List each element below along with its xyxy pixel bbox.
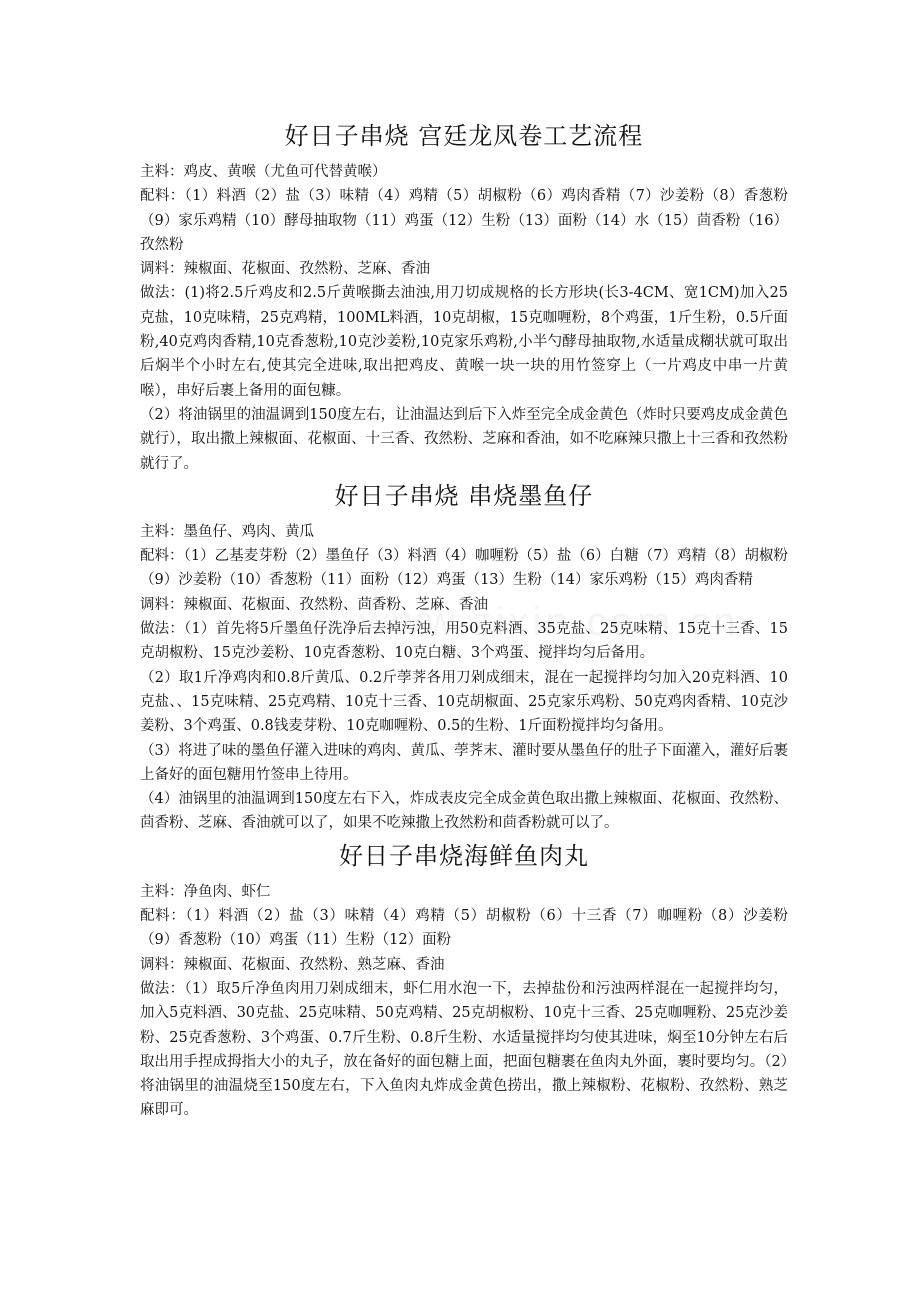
method-step-2-1: 做法：（1）首先将5斤墨鱼仔洗净后去掉污浊，用50克料酒、35克盐、25克味精、15克十三香、15克胡椒粉、15克沙姜粉、10克香葱粉、10克白糖、3个鸡蛋、搅拌均匀后备用。 [140,621,788,662]
side-ingredients-2: 配料：（1）乙基麦芽粉（2）墨鱼仔（3）料酒（4）咖喱粉（5）盐（6）白糖（7）鸡精（8）胡椒粉（9）沙姜粉（10）香葱粉（11）面粉（12）鸡蛋（13）生粉（14）家乐鸡粉（15）鸡肉香精 [140,548,788,589]
method-step-1-2: （2）将油锅里的油温调到150度左右，让油温达到后下入炸至完全成金黄色（炸时只要鸡皮成金黄色就行），取出撒上辣椒面、花椒面、十三香、孜然粉、芝麻和香油，如不吃麻辣只撒上十三香和孜然粉就行了。 [140,406,788,472]
method-step-3-1: 做法：（1）取5斤净鱼肉用刀剁成细末，虾仁用水泡一下，去掉盐份和污浊两样混在一起搅拌均匀，加入5克料酒、30克盐、25克味精、50克鸡精、25克胡椒粉、10克十三香、25克咖喱粉、25克沙姜粉、25克香葱粉、3个鸡蛋、0.7斤生粉、0.8斤生粉、水适量搅拌均匀使其进味，焖至10分钟左右后取出用手捏成拇指大小的丸子，放在备好的面包糖上面，把面包糖裹在鱼肉丸外面，裹时要均匀。（2）将油锅里的油温烧至150度左右，下入鱼肉丸炸成金黄色捞出，撒上辣椒粉、花椒粉、孜然粉、熟芝麻即可。 [140,980,788,1119]
seasoning-2: 调料：辣椒面、花椒面、孜然粉、茴香粉、芝麻、香油 [140,596,488,613]
main-ingredients-3: 主料：净鱼肉、虾仁 [140,883,271,900]
method-step-1-1: 做法：(1)将2.5斤鸡皮和2.5斤黄喉撕去油浊,用刀切成规格的长方形块(长3-4CM、宽1CM)加入25克盐，10克味精，25克鸡精，100ML料酒，10克胡椒，15克咖喱粉，8个鸡蛋，1斤生粉，0.5斤面粉,40克鸡肉香精,10克香葱粉,10克沙姜粉,10克家乐鸡粉,小半勺酵母抽取物,水适量成糊状就可取出后焖半个小时左右,使其完全进味,取出把鸡皮、黄喉一块一块的用竹签穿上（一片鸡皮中串一片黄喉），串好后裹上备用的面包糠。 [140,285,788,399]
section-title-3: 好日子串烧海鲜鱼肉丸 [339,841,589,870]
document-page [140,118,788,1123]
side-ingredients-1: 配料：（1）料酒（2）盐（3）味精（4）鸡精（5）胡椒粉（6）鸡肉香精（7）沙姜粉（8）香葱粉（9）家乐鸡精（10）酵母抽取物（11）鸡蛋（12）生粉（13）面粉（14）水（15）茴香粉（16）孜然粉 [140,188,788,253]
main-ingredients-1: 主料：鸡皮、黄喉（尤鱼可代替黄喉） [140,164,387,180]
method-step-2-4: （4）油锅里的油温调到150度左右下入，炸成表皮完全成金黄色取出撒上辣椒面、花椒面、孜然粉、茴香粉、芝麻、香油就可以了，如果不吃辣撒上孜然粉和茴香粉就可以了。 [140,791,788,832]
main-ingredients-2: 主料：墨鱼仔、鸡肉、黄瓜 [140,523,314,540]
section-title-1: 好日子串烧 宫廷龙凤卷工艺流程 [284,122,644,150]
seasoning-1: 调料：辣椒面、花椒面、孜然粉、芝麻、香油 [140,261,430,278]
side-ingredients-3: 配料：（1）料酒（2）盐（3）味精（4）鸡精（5）胡椒粉（6）十三香（7）咖喱粉（8）沙姜粉（9）香葱粉（10）鸡蛋（11）生粉（12）面粉 [140,908,788,949]
seasoning-3: 调料：辣椒面、花椒面、孜然粉、熟芝麻、香油 [140,956,445,973]
method-step-2-3: （3）将进了味的墨鱼仔灌入进味的鸡肉、黄瓜、荸荠末、灌时要从墨鱼仔的肚子下面灌入，灌好后裹上备好的面包糖用竹签串上待用。 [140,742,788,783]
section-title-2: 好日子串烧 串烧墨鱼仔 [334,481,594,510]
method-step-2-2: （2）取1斤净鸡肉和0.8斤黄瓜、0.2斤荸荠各用刀剁成细末，混在一起搅拌均匀加入20克料酒、10克盐、、15克味精、25克鸡精、10克十三香、10克胡椒面、25克家乐鸡粉、50克鸡肉香精、10克沙姜粉、3个鸡蛋、0.8钱麦芽粉、10克咖喱粉、0.5的生粉、1斤面粉搅拌均匀备用。 [140,669,788,735]
